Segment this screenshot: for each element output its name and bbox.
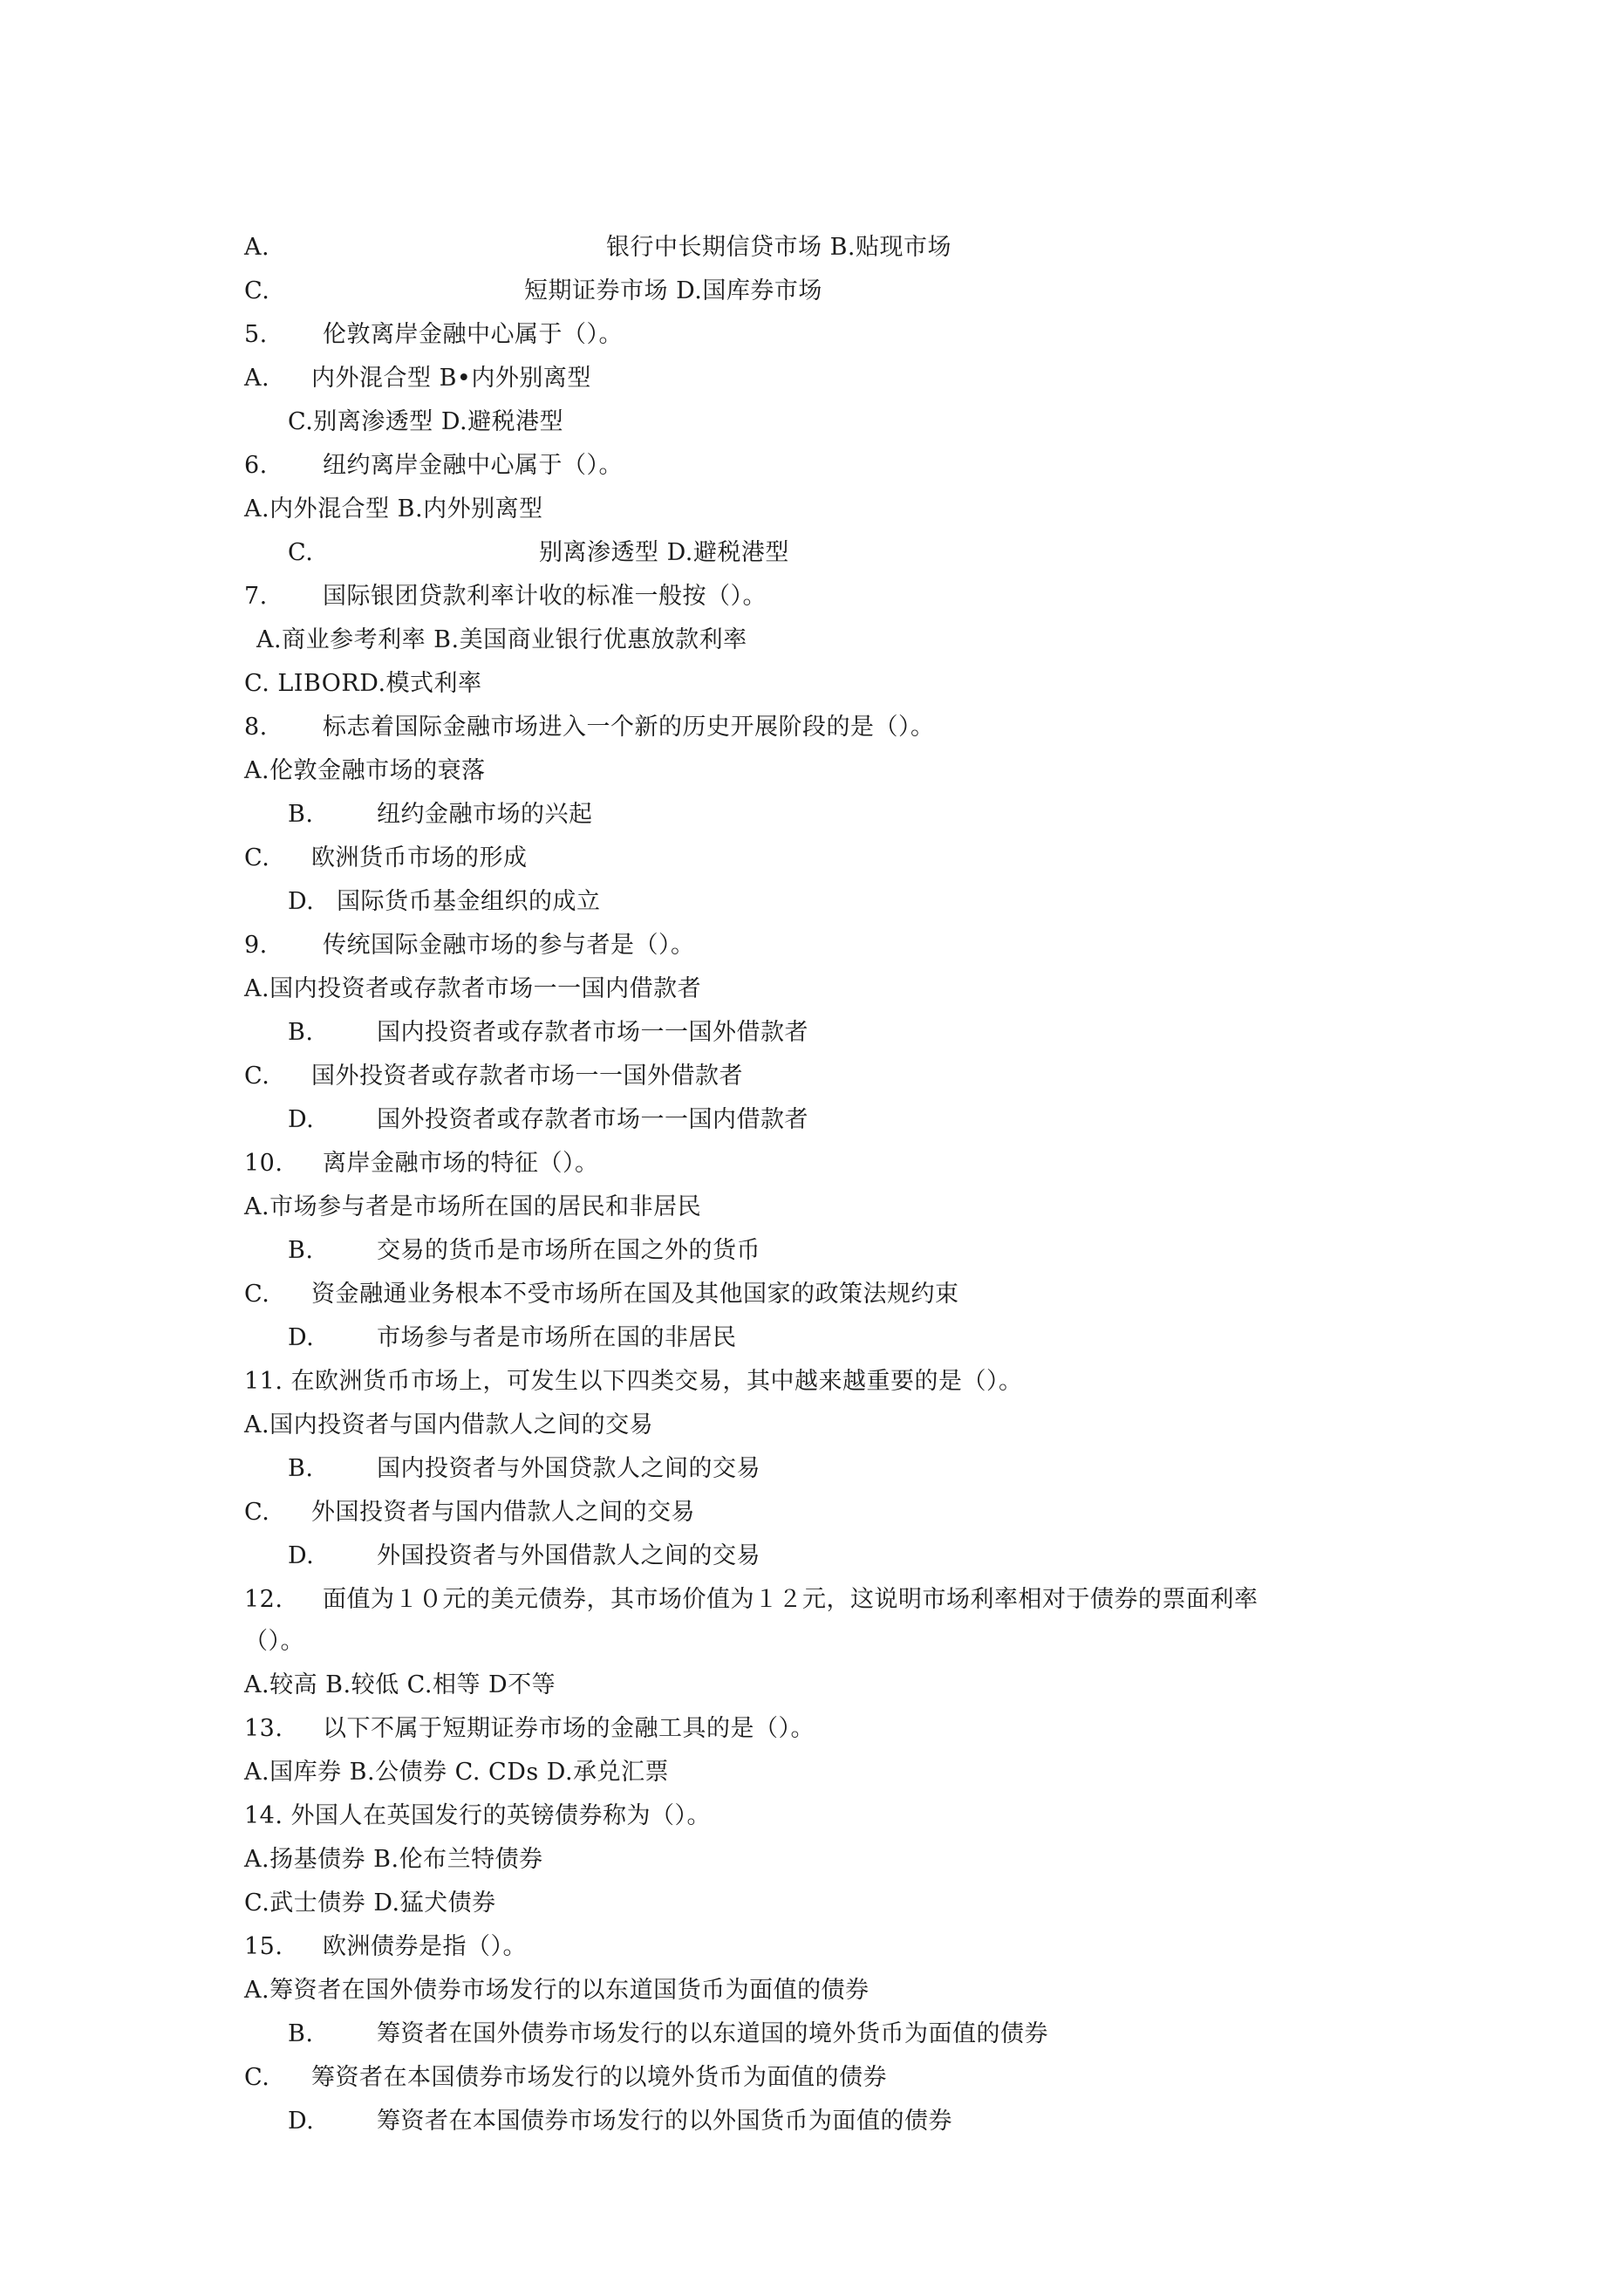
item-text: 纽约金融市场的兴起 — [377, 801, 593, 828]
item-marker: C. — [288, 539, 314, 566]
item-marker: 10. — [244, 1150, 283, 1177]
item-text: 外国投资者与外国借款人之间的交易 — [377, 1542, 760, 1569]
item-text: 11. 在欧洲货币市场上，可发生以下四类交易，其中越来越重要的是（）。 — [244, 1368, 1023, 1395]
text-line — [0, 974, 1623, 1005]
item-text: 国际货币基金组织的成立 — [337, 888, 601, 915]
item-text: 资金融通业务根本不受市场所在国及其他国家的政策法规约束 — [311, 1281, 959, 1308]
item-text: 市场参与者是市场所在国的非居民 — [377, 1324, 737, 1351]
item-marker: B. — [288, 1455, 314, 1482]
item-text: A.国库券 B.公债券 C. CDs D.承兑汇票 — [244, 1759, 670, 1786]
text-line — [0, 1235, 1623, 1267]
item-text: 14. 外国人在英国发行的英镑债券称为（）。 — [244, 1802, 712, 1829]
text-line — [0, 1975, 1623, 2006]
text-line — [0, 886, 1623, 918]
item-text: C. LIBORD.模式利率 — [244, 670, 482, 697]
item-marker: C. — [244, 1499, 270, 1526]
text-line — [0, 843, 1623, 874]
text-line — [0, 1017, 1623, 1049]
text-line — [0, 232, 1623, 263]
item-text: 国外投资者或存款者市场一一国外借款者 — [311, 1063, 743, 1090]
text-line — [0, 799, 1623, 830]
item-text: 国外投资者或存款者市场一一国内借款者 — [377, 1106, 808, 1133]
item-marker: C. — [244, 277, 270, 304]
item-marker: D. — [288, 888, 315, 915]
item-text: 筹资者在本国债券市场发行的以境外货币为面值的债券 — [311, 2064, 887, 2091]
text-line — [0, 1670, 1623, 1701]
text-line — [0, 1366, 1623, 1397]
item-text: 外国投资者与国内借款人之间的交易 — [311, 1499, 695, 1526]
text-line — [0, 930, 1623, 961]
item-text: 国内投资者或存款者市场一一国外借款者 — [377, 1019, 808, 1046]
item-marker: C. — [244, 844, 270, 871]
item-marker: A. — [244, 365, 270, 392]
text-line — [0, 1453, 1623, 1485]
text-line — [0, 1801, 1623, 1832]
item-text: A.扬基债券 B.伦布兰特债券 — [244, 1846, 543, 1873]
item-text: 筹资者在国外债券市场发行的以东道国的境外货币为面值的债券 — [377, 2020, 1048, 2047]
text-line — [0, 363, 1623, 394]
text-line — [0, 581, 1623, 612]
text-line — [0, 1757, 1623, 1788]
item-marker: C. — [244, 2064, 270, 2091]
item-text: A.国内投资者或存款者市场一一国内借款者 — [244, 975, 702, 1002]
item-text: 纽约离岸金融中心属于（）。 — [323, 452, 623, 479]
text-line — [0, 1192, 1623, 1223]
text-line — [0, 537, 1623, 569]
item-text: 交易的货币是市场所在国之外的货币 — [377, 1237, 760, 1264]
text-line — [0, 1104, 1623, 1136]
text-line — [0, 1148, 1623, 1179]
text-line — [0, 1541, 1623, 1572]
text-line — [0, 450, 1623, 482]
item-marker: 5. — [244, 321, 268, 348]
item-marker: 9. — [244, 932, 268, 959]
item-text: 欧洲货币市场的形成 — [311, 844, 528, 871]
text-line — [0, 2019, 1623, 2050]
text-line — [0, 712, 1623, 743]
text-line — [0, 1713, 1623, 1745]
item-text: C.别离渗透型 D.避税港型 — [288, 408, 564, 435]
item-marker: B. — [288, 1019, 314, 1046]
item-text: （）。 — [244, 1628, 304, 1655]
item-text: 内外混合型 B•内外别离型 — [311, 365, 591, 392]
item-marker: D. — [288, 2108, 315, 2135]
text-line — [0, 1584, 1623, 1616]
item-marker: A. — [244, 234, 270, 261]
item-text: 离岸金融市场的特征（）。 — [323, 1150, 599, 1177]
item-text: C.武士债券 D.猛犬债券 — [244, 1889, 496, 1917]
item-text: 标志着国际金融市场进入一个新的历史开展阶段的是（）。 — [323, 714, 935, 741]
item-text: 以下不属于短期证券市场的金融工具的是（）。 — [323, 1715, 815, 1742]
text-line — [0, 668, 1623, 700]
item-text: 欧洲债券是指（）。 — [323, 1933, 527, 1960]
text-line — [0, 625, 1623, 656]
text-line — [0, 1410, 1623, 1441]
item-marker: D. — [288, 1542, 315, 1569]
item-marker: C. — [244, 1281, 270, 1308]
item-text: A.筹资者在国外债券市场发行的以东道国货币为面值的债券 — [244, 1977, 869, 2004]
item-marker: D. — [288, 1106, 315, 1133]
item-marker: 7. — [244, 583, 268, 610]
item-marker: D. — [288, 1324, 315, 1351]
text-line — [0, 755, 1623, 787]
text-line — [0, 276, 1623, 307]
item-marker: B. — [288, 2020, 314, 2047]
text-line — [0, 1888, 1623, 1919]
item-text: A.伦敦金融市场的衰落 — [244, 757, 486, 784]
item-marker: 12. — [244, 1586, 283, 1613]
item-text: A.国内投资者与国内借款人之间的交易 — [244, 1411, 654, 1438]
text-line — [0, 1279, 1623, 1310]
item-text: 国际银团贷款利率计收的标准一般按（）。 — [323, 583, 767, 610]
item-text: A.市场参与者是市场所在国的居民和非居民 — [244, 1193, 702, 1220]
text-line — [0, 494, 1623, 525]
item-marker: 6. — [244, 452, 268, 479]
item-marker: B. — [288, 801, 314, 828]
item-text: 国内投资者与外国贷款人之间的交易 — [377, 1455, 760, 1482]
item-text: A.内外混合型 B.内外别离型 — [244, 495, 543, 523]
item-text: 传统国际金融市场的参与者是（）。 — [323, 932, 695, 959]
text-line — [0, 1844, 1623, 1876]
text-line — [0, 1931, 1623, 1963]
text-line — [0, 2062, 1623, 2094]
text-line — [0, 319, 1623, 351]
text-line — [0, 1497, 1623, 1528]
item-marker: 13. — [244, 1715, 283, 1742]
item-marker: 8. — [244, 714, 268, 741]
text-line — [0, 407, 1623, 438]
item-marker: B. — [288, 1237, 314, 1264]
text-line — [0, 1626, 1623, 1657]
text-line — [0, 2106, 1623, 2137]
item-marker: C. — [244, 1063, 270, 1090]
item-text: 短期证券市场 D.国库券市场 — [524, 277, 822, 304]
text-line — [0, 1061, 1623, 1092]
item-text: 银行中长期信贷市场 B.贴现市场 — [606, 234, 952, 261]
item-text: 面值为１０元的美元债券，其市场价值为１２元，这说明市场利率相对于债券的票面利率 — [323, 1586, 1258, 1613]
item-marker: 15. — [244, 1933, 283, 1960]
item-text: 别离渗透型 D.避税港型 — [539, 539, 789, 566]
text-line — [0, 1322, 1623, 1354]
item-text: 伦敦离岸金融中心属于（）。 — [323, 321, 623, 348]
item-text: A.商业参考利率 B.美国商业银行优惠放款利率 — [256, 626, 747, 653]
item-text: A.较高 B.较低 C.相等 D不等 — [244, 1671, 556, 1698]
item-text: 筹资者在本国债券市场发行的以外国货币为面值的债券 — [377, 2108, 952, 2135]
